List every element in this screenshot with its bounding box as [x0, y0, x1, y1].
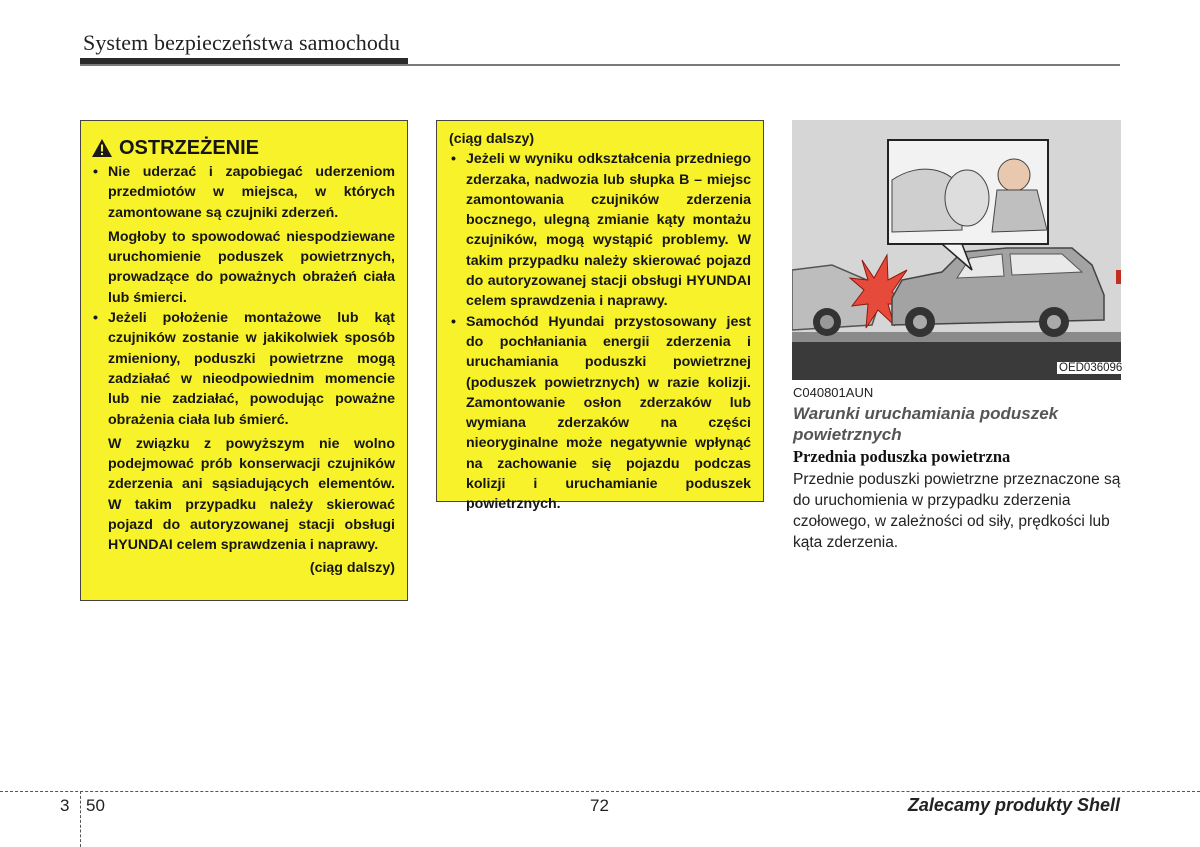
- warning-item: • Jeżeli w wyniku odkształcenia przedniego zderzaka, nadwozia lub słupka B – miejsc zamontowania czujników zderzenia bocznego, ulegną zmianie kąty montażu czujników, mogą wystąpić problemy. W takim przypadku należy skierować pojazd do autoryzowanej stacji obsługi HYUNDAI celem sprawdzenia i naprawy.: [449, 149, 751, 311]
- reference-code: C040801AUN: [793, 385, 874, 400]
- illustration-code: OED036096: [1059, 362, 1123, 374]
- warning-item: • Nie uderzać i zapobiegać uderzeniom przedmiotów w miejsca, w których zamontowane są czujniki zderzeń.: [91, 162, 395, 223]
- footer-rule: [0, 791, 1200, 792]
- continued-header: (ciąg dalszy): [449, 131, 535, 147]
- footer-brand-text: Zalecamy produkty Shell: [907, 795, 1120, 815]
- warning-item: • Samochód Hyundai przystosowany jest do pochłaniania energii zderzenia i uruchamiania poduszki powietrznej (poduszek powietrznych) w razie kolizji. Zamontowanie osłon zderzaków lub wymiana zderzaków na części nieoryginalne może negatywnie wpłynąć na zachowanie się pojazdu podczas kolizji i uruchamianie poduszek powietrznych.: [449, 312, 751, 515]
- warning-paragraph: Mogłoby to spowodować niespodziewane uruchomienie poduszek powietrznych, prowadzące do poważnych obrażeń ciała lub śmierci.: [108, 228, 395, 306]
- continued-label: (ciąg dalszy): [309, 559, 395, 576]
- warning-title: [91, 135, 395, 161]
- warning-box-1: [80, 120, 408, 601]
- warning-box-2: [436, 120, 764, 513]
- footer-divider: [80, 791, 81, 847]
- subsection-title: Przednia poduszka powietrzna: [793, 447, 1011, 466]
- crash-illustration: [792, 120, 1121, 380]
- warning-item: • Jeżeli położenie montażowe lub kąt czujników zostanie w jakikolwiek sposób zmieniony, poduszki powietrzne mogą zadziałać w nieodpowiednim momencie lub nie zadziałać, powodując poważne obrażenia ciała lub śmierć.: [91, 308, 395, 430]
- header-rule: [80, 64, 1120, 66]
- page-header-title: System bezpieczeństwa samochodu: [83, 30, 401, 55]
- section-title: Warunki uruchamiania poduszek powietrznych: [793, 404, 1059, 444]
- warning-paragraph: W związku z powyższym nie wolno podejmować prób konserwacji czujników zderzenia ani sąsiadujących elementów. W takim przypadku należy skierować pojazd do autoryzowanej stacji obsługi HYUNDAI celem sprawdzenia i naprawy.: [108, 435, 395, 554]
- warning-triangle-icon: [91, 138, 113, 158]
- page-number: 50: [86, 796, 105, 815]
- warning-title-text: OSTRZEŻENIE: [119, 137, 260, 159]
- chapter-number: 3: [60, 796, 70, 815]
- pdf-page-number: 72: [590, 796, 609, 815]
- body-paragraph: Przednie poduszki powietrzne przeznaczone są do uruchomienia w przypadku zderzenia czołowego, w zależności od siły, prędkości lub kąta zderzenia.: [793, 471, 1121, 551]
